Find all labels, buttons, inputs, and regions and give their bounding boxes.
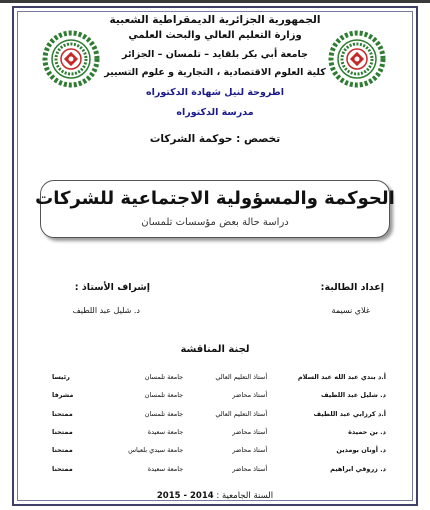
header-thesis-type: اطروحة لنيل شهادة الدكتوراه <box>145 87 285 98</box>
member-name: أ.د بندي عبد الله عبد السلام <box>297 373 386 382</box>
member-role: رئيسا <box>52 373 70 382</box>
student-name: غلاي نسيمة <box>331 306 370 315</box>
committee-table <box>50 368 388 478</box>
member-name: د. أونان بومدين <box>336 446 386 455</box>
member-rank: أستاذ محاضر <box>232 464 268 473</box>
table-row <box>50 441 388 459</box>
member-name: أ.د كرزابي عبد اللطيف <box>313 409 386 418</box>
member-institution: جامعة تلمسان <box>144 373 184 382</box>
member-name: د. زروقي ابراهيم <box>330 464 386 473</box>
member-role: ممتحنا <box>52 409 73 418</box>
member-institution: جامعة تلمسان <box>144 391 184 400</box>
table-row <box>50 386 388 404</box>
member-institution: جامعة تلمسان <box>144 409 184 418</box>
supervisor-name: د. شليل عبد اللطيف <box>72 306 140 315</box>
member-institution: جامعة سعيدة <box>147 464 184 473</box>
header-specialty: تخصص : حوكمة الشركات <box>149 133 281 145</box>
member-institution: جامعة سيدي بلعباس <box>128 446 184 455</box>
header-faculty: كلية العلوم الاقتصادية ، التجارية و علوم التسيير <box>104 67 326 78</box>
member-name: د. بن حميدة <box>348 428 386 437</box>
member-institution: جامعة سعيدة <box>147 428 184 437</box>
committee-title: لجنة المناقشة <box>180 344 250 355</box>
table-row <box>50 423 388 441</box>
member-name: د. شليل عبد اللطيف <box>321 391 386 400</box>
table-row <box>50 459 388 477</box>
member-role: مشرفا <box>52 391 74 400</box>
member-rank: أستاذ التعليم العالي <box>215 409 268 418</box>
member-rank: أستاذ محاضر <box>232 391 268 400</box>
thesis-subtitle: دراسة حالة بعض مؤسسات تلمسان <box>141 217 289 228</box>
academic-year-value: 2014 - 2015 <box>156 491 214 501</box>
table-row <box>50 405 388 423</box>
member-rank: أستاذ محاضر <box>232 428 268 437</box>
header-ministry: وزارة التعليم العالي والبحث العلمي <box>128 30 302 41</box>
member-rank: أستاذ التعليم العالي <box>215 373 268 382</box>
member-rank: أستاذ محاضر <box>232 446 268 455</box>
table-row <box>50 368 388 386</box>
top-bar <box>0 0 430 3</box>
student-label: إعداد الطالبة: <box>320 282 384 293</box>
academic-year-label: السنة الجامعية : <box>216 491 274 501</box>
supervisor-label: إشراف الأستاذ : <box>74 282 150 293</box>
header-republic: الجمهورية الجزائرية الديمقراطية الشعبية <box>109 14 321 26</box>
header-university: جامعة أبي بكر بلقايد – تلمسان – الجزائر <box>122 49 308 60</box>
header-doctoral-school: مدرسة الدكتوراه <box>176 107 254 118</box>
member-role: ممتحنا <box>52 446 73 455</box>
academic-year <box>0 491 430 501</box>
member-role: ممتحنا <box>52 428 73 437</box>
member-role: ممتحنا <box>52 464 73 473</box>
thesis-title: الحوكمة والمسؤولية الاجتماعية للشركات <box>35 188 395 209</box>
